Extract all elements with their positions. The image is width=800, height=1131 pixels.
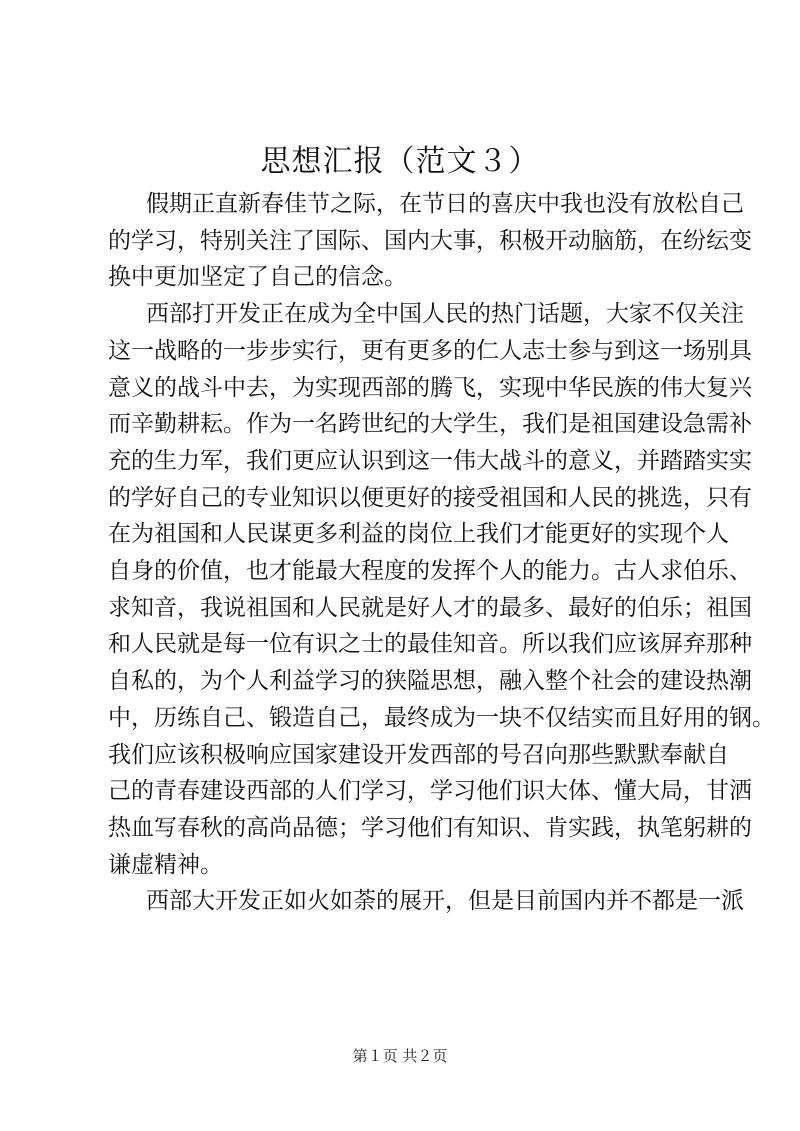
paragraph-line: 自私的，为个人利益学习的狭隘思想，融入整个社会的建设热潮 bbox=[108, 668, 752, 695]
paragraph-line: 我们应该积极响应国家建设开发西部的号召向那些默默奉献自 bbox=[108, 741, 729, 768]
paragraph-line: 西部大开发正如火如荼的展开，但是目前国内并不都是一派 bbox=[146, 888, 744, 915]
paragraph-line: 假期正直新春佳节之际，在节日的喜庆中我也没有放松自己 bbox=[146, 191, 744, 217]
paragraph-2 bbox=[108, 296, 775, 883]
paragraph-line: 己的青春建设西部的人们学习，学习他们识大体、懂大局，甘洒 bbox=[108, 778, 752, 805]
page-footer: 第１页 共２页 bbox=[352, 1047, 448, 1065]
paragraph-line: 意义的战斗中去，为实现西部的腾飞，实现中华民族的伟大复兴 bbox=[108, 374, 752, 401]
document-body bbox=[108, 186, 775, 920]
paragraph-1 bbox=[108, 186, 752, 296]
paragraph-line: 充的生力军，我们更应认识到这一伟大战斗的意义，并踏踏实实 bbox=[108, 447, 752, 474]
paragraph-line: 在为祖国和人民谋更多利益的岗位上我们才能更好的实现个人 bbox=[108, 521, 729, 548]
paragraph-line: 和人民就是每一位有识之士的最佳知音。所以我们应该屏弃那种 bbox=[108, 631, 752, 658]
document-title: 思想汇报（范文３） bbox=[260, 144, 540, 179]
paragraph-line: 的学好自己的专业知识以便更好的接受祖国和人民的挑选，只有 bbox=[108, 484, 752, 511]
paragraph-line: 谦虚精神。 bbox=[108, 851, 223, 878]
paragraph-line: 而辛勤耕耘。作为一名跨世纪的大学生，我们是祖国建设急需补 bbox=[108, 411, 752, 438]
paragraph-line: 这一战略的一步步实行，更有更多的仁人志士参与到这一场别具 bbox=[108, 337, 752, 364]
paragraph-line: 西部打开发正在成为全中国人民的热门话题，大家不仅关注 bbox=[146, 301, 744, 328]
paragraph-line: 换中更加坚定了自己的信念。 bbox=[108, 264, 407, 291]
paragraph-line: 中，历练自己、锻造自己，最终成为一块不仅结实而且好用的钢。 bbox=[108, 704, 775, 731]
paragraph-line: 自身的价值，也才能最大程度的发挥个人的能力。古人求伯乐、 bbox=[108, 558, 752, 585]
paragraph-line: 的学习，特别关注了国际、国内大事，积极开动脑筋，在纷纭变 bbox=[108, 227, 752, 254]
paragraph-line: 求知音，我说祖国和人民就是好人才的最多、最好的伯乐；祖国 bbox=[108, 594, 752, 621]
paragraph-line: 热血写春秋的高尚品德；学习他们有知识、肯实践，执笔躬耕的 bbox=[108, 814, 752, 841]
paragraph-3 bbox=[108, 883, 744, 920]
